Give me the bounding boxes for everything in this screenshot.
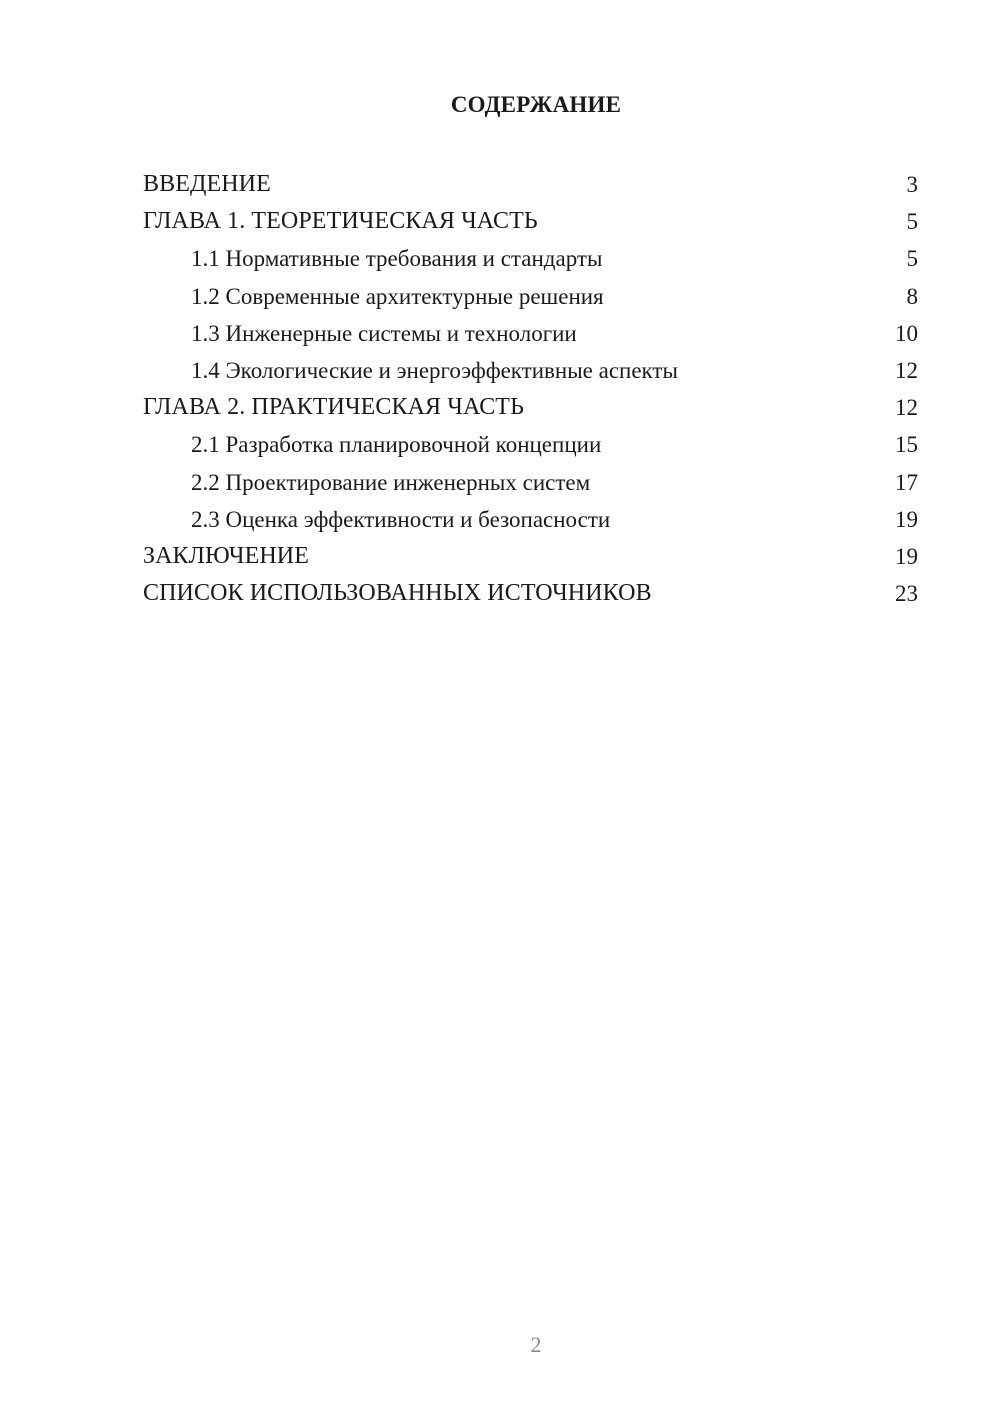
toc-entry-label: СПИСОК ИСПОЛЬЗОВАННЫХ ИСТОЧНИКОВ [143,580,652,607]
toc-entry-label: ЗАКЛЮЧЕНИЕ [143,542,309,569]
toc-entry-page: 3 [906,172,918,197]
toc-entry-label: ГЛАВА 2. ПРАКТИЧЕСКАЯ ЧАСТЬ [143,394,524,421]
toc-entry-section-2-3[interactable] [143,501,918,538]
toc-entry-label: 2.1 Разработка планировочной концепции [191,432,602,458]
toc-entry-label: 1.3 Инженерные системы и технологии [191,320,577,346]
toc-entry-page: 5 [906,209,918,235]
toc-entry-page: 23 [895,581,918,607]
toc-entry-page: 5 [906,246,918,272]
page-title: СОДЕРЖАНИЕ [450,92,622,117]
toc-entry-chapter-2[interactable] [143,389,918,426]
toc-entry-section-1-1[interactable] [143,240,918,277]
toc-entry-page: 10 [895,320,918,346]
toc-entry-section-1-2[interactable] [143,278,918,315]
toc-entry-page: 15 [895,432,918,458]
table-of-contents [143,166,918,612]
toc-entry-label: 1.4 Экологические и энергоэффективные аспекты [191,357,678,383]
toc-entry-section-2-1[interactable] [143,426,918,463]
toc-entry-introduction[interactable] [143,166,918,203]
toc-entry-page: 12 [895,357,918,383]
toc-entry-page: 19 [895,543,918,569]
toc-entry-page: 17 [895,469,918,495]
toc-entry-page: 19 [895,506,918,532]
toc-entry-label: 1.2 Современные архитектурные решения [191,283,604,309]
toc-entry-page: 8 [906,283,918,309]
toc-entry-references[interactable] [143,575,918,612]
toc-entry-label: ГЛАВА 1. ТЕОРЕТИЧЕСКАЯ ЧАСТЬ [143,208,538,235]
toc-entry-page: 12 [895,395,918,421]
toc-entry-label: 1.1 Нормативные требования и стандарты [191,246,603,272]
toc-entry-section-1-3[interactable] [143,315,918,352]
toc-entry-label: 2.3 Оценка эффективности и безопасности [191,506,611,532]
toc-entry-label: 2.2 Проектирование инженерных систем [191,469,591,495]
page-number: 2 [530,1332,542,1357]
toc-entry-section-2-2[interactable] [143,464,918,501]
toc-entry-label: ВВЕДЕНИЕ [143,171,271,197]
toc-entry-chapter-1[interactable] [143,203,918,240]
toc-entry-section-1-4[interactable] [143,352,918,389]
toc-entry-conclusion[interactable] [143,538,918,575]
